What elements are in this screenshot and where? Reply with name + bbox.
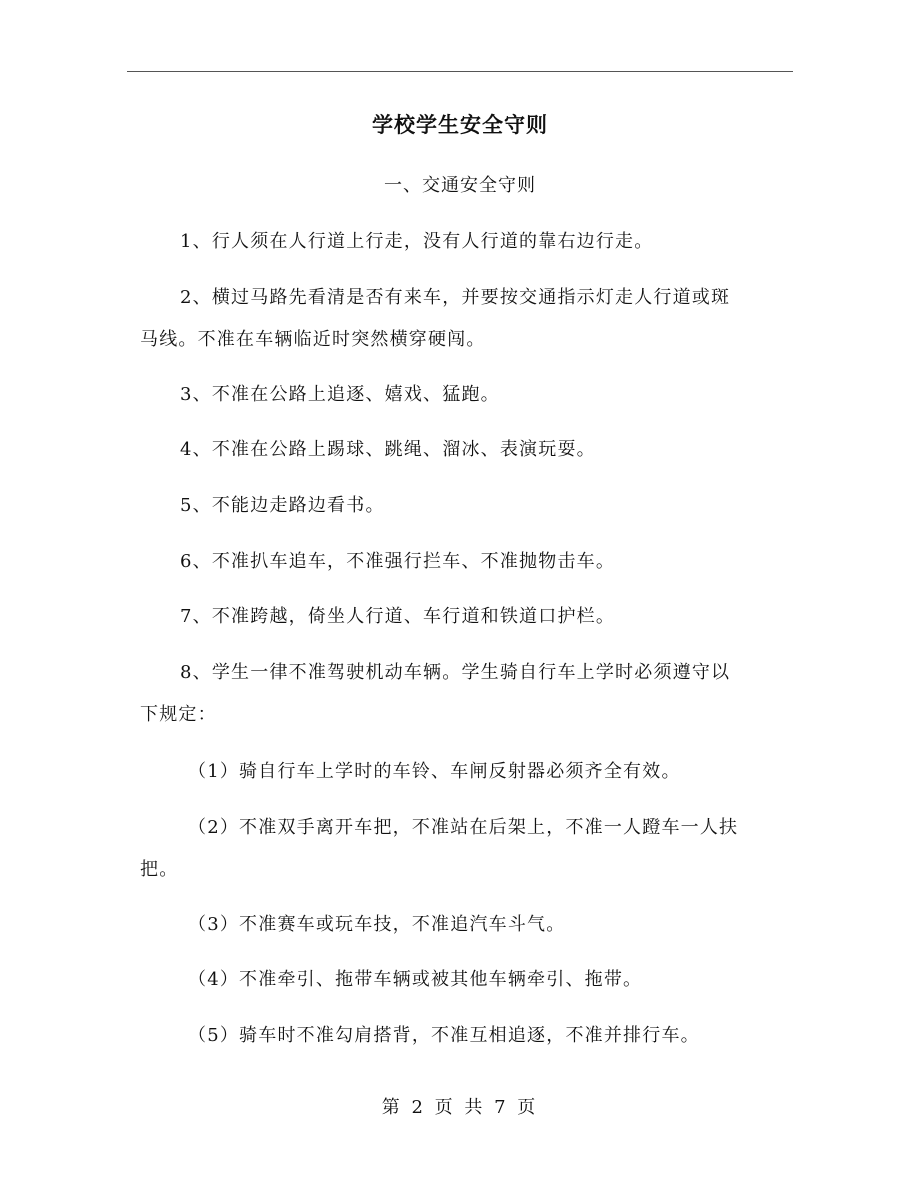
paragraph-8 — [140, 659, 800, 729]
document-title: 学校学生安全守则 — [372, 112, 548, 137]
sub-item-5 — [140, 1022, 848, 1050]
sub-item-2-line-2: 把。 — [140, 859, 179, 880]
sub-item-3-text: （3）不准赛车或玩车技，不准追汽车斗气。 — [188, 914, 566, 935]
paragraph-1 — [140, 228, 840, 256]
sub-item-5-text: （5）骑车时不准勾肩搭背，不准互相追逐，不准并排行车。 — [188, 1025, 700, 1046]
paragraph-2-line-2: 马线。不准在车辆临近时突然横穿硬闯。 — [140, 329, 486, 350]
paragraph-6 — [140, 548, 840, 576]
paragraph-8-line-2: 下规定： — [140, 704, 217, 725]
section-heading: 一、交通安全守则 — [384, 175, 536, 196]
sub-item-4 — [140, 966, 848, 994]
paragraph-6-text: 6、不准扒车追车，不准强行拦车、不准抛物击车。 — [180, 551, 616, 572]
paragraph-2 — [140, 284, 800, 354]
paragraph-5 — [140, 492, 840, 520]
sub-item-1 — [140, 758, 848, 786]
sub-item-2 — [140, 814, 800, 884]
paragraph-4 — [140, 436, 840, 464]
header-rule — [127, 71, 793, 72]
paragraph-4-text: 4、不准在公路上踢球、跳绳、溜冰、表演玩耍。 — [180, 439, 596, 460]
paragraph-1-text: 1、行人须在人行道上行走，没有人行道的靠右边行走。 — [180, 231, 654, 252]
paragraph-2-line-1: 2、横过马路先看清是否有来车，并要按交通指示灯走人行道或斑 — [180, 287, 731, 308]
sub-item-4-text: （4）不准牵引、拖带车辆或被其他车辆牵引、拖带。 — [188, 969, 643, 990]
sub-item-1-text: （1）骑自行车上学时的车铃、车闸反射器必须齐全有效。 — [188, 761, 681, 782]
paragraph-5-text: 5、不能边走路边看书。 — [180, 495, 385, 516]
paragraph-8-line-1: 8、学生一律不准驾驶机动车辆。学生骑自行车上学时必须遵守以 — [180, 662, 731, 683]
paragraph-7-text: 7、不准跨越，倚坐人行道、车行道和铁道口护栏。 — [180, 606, 616, 627]
sub-item-3 — [140, 911, 848, 939]
sub-item-2-line-1: （2）不准双手离开车把，不准站在后架上，不准一人蹬车一人扶 — [188, 817, 739, 838]
paragraph-3-text: 3、不准在公路上追逐、嬉戏、猛跑。 — [180, 384, 500, 405]
paragraph-7 — [140, 603, 840, 631]
paragraph-3 — [140, 381, 840, 409]
page-number: 第 2 页 共 7 页 — [381, 1097, 539, 1118]
